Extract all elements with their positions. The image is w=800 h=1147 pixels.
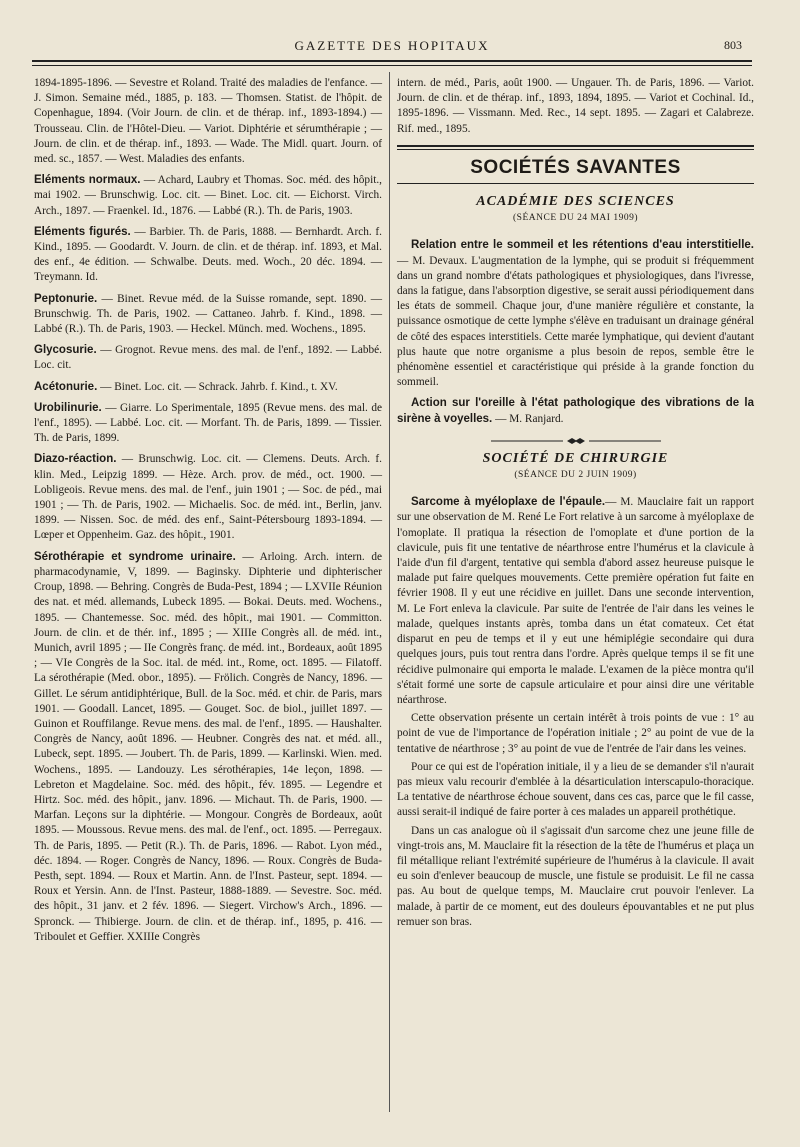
bibliography-entry: Diazo-réaction. — Brunschwig. Loc. cit. — Clemens. Deuts. Arch. f. klin. Med., Leipzig 1899. — Hèze. Arch. prov. de méd., oct. 1900. — Lobligeois. Revue mens. des mal. de l'enf., juin 1901 ; — Soc. de péd., mai 1901 ; — Th. de Paris, 1902. — Michaelis. Soc. de méd. int., Berlin, janv. 1899. — Nissen. Soc. de méd. des enf., Saint-Pétersbourg 1893-1894. — Lœper et Oppenheim. Gaz. des hôpit., 1901. bbox=[34, 453, 382, 542]
paragraph: Pour ce qui est de l'opération initiale, il y a lieu de se demander s'il n'aurait pas mieux valu recourir d'emblée à la désarticulation interscapulo-thoracique. La tentative de néarthrose échoue souvent, dans ces cas, parce que le fil casse, aussi serait-il indiqué de faire porter à ces malades un appareil prothétique. bbox=[397, 760, 754, 819]
entry-heading: Urobilinurie. bbox=[34, 401, 102, 414]
header-rule bbox=[32, 60, 752, 62]
entry-heading: Glycosurie. bbox=[34, 344, 97, 357]
bibliography-continuation: intern. de méd., Paris, août 1900. — Ungauer. Th. de Paris, 1896. — Variot. Journ. de clin. et de thérap. inf., 1893, 1894, 1895. — Variot et Cochinal. Id., 1895-1896. — Vissmann. Med. Rec., 14 sept. 1895. — Zagari et Calabreze. Rif. med., 1895. bbox=[397, 77, 754, 135]
entry-heading: Acétonurie. bbox=[34, 380, 98, 393]
section-rule-thin bbox=[397, 183, 754, 184]
section-title: SOCIÉTÉS SAVANTES bbox=[470, 156, 681, 178]
paragraph: Dans un cas analogue où il s'agissait d'un sarcome chez une jeune fille de vingt-trois ans, M. Mauclaire fit la résection de la tête de l'humérus et plaça un fil métallique reliant l'extrémité supérieure de l'humérus à la clavicule. Il avait eu soin d'enlever beaucoup de muscle, une fistule se produisit. Le fil ne cassa pas. Au bout de quelque temps, M. Mauclaire crut pouvoir l'enlever. La malade, à partir de ce moment, eut des douleurs épouvantables et ne put plus remuer son bras. bbox=[397, 824, 754, 928]
right-column bbox=[397, 76, 754, 930]
session-date: (SÉANCE DU 24 MAI 1909) bbox=[513, 213, 638, 224]
communication-title: Sarcome à myéloplaxe de l'épaule. bbox=[411, 496, 606, 509]
communication-title: Action sur l'oreille à l'état pathologique des vibrations de la sirène à voyelles. bbox=[397, 397, 754, 425]
communication-title: Relation entre le sommeil et les rétentions d'eau interstitielle. bbox=[411, 239, 754, 252]
paragraph: Cette observation présente un certain intérêt à trois points de vue : 1° au point de vue de l'importance de l'opération initiale ; 2° au point de vue de la tentative de néarthrose ; 3° au point de vue de l'entrée de l'air dans les veines. bbox=[397, 712, 754, 755]
communication: Action sur l'oreille à l'état pathologique des vibrations de la sirène à voyelles. — M. Ranjard. bbox=[397, 397, 754, 425]
bibliography-entry: Peptonurie. — Binet. Revue méd. de la Suisse romande, sept. 1890. — Brunschwig. Th. de Paris, 1902. — Cattaneo. Jahrb. f. Kind., 1898. — Labbé (R.). Th. de Paris, 1903. — Heckel. Münch. med. Wochens., 1895. bbox=[34, 292, 382, 336]
bibliography-entry: Eléments figurés. — Barbier. Th. de Paris, 1888. — Bernhardt. Arch. f. Kind., 1895. — Goodardt. V. Journ. de clin. et de thérap. inf. 1893, et Mal. des enf., 4e édition. — Schwalbe. Deuts. med. Woch., 20 déc. 1894. — Treymann. Id. bbox=[34, 225, 382, 284]
header-rule-thin bbox=[32, 65, 752, 66]
running-title: GAZETTE DES HOPITAUX bbox=[294, 38, 490, 53]
bibliography-entry: Acétonurie. — Binet. Loc. cit. — Schrack. Jahrb. f. Kind., t. XV. bbox=[34, 380, 338, 393]
entry-heading: Eléments normaux. bbox=[34, 174, 141, 187]
section-rule bbox=[397, 145, 754, 150]
column-divider bbox=[389, 72, 390, 1112]
entry-heading: Diazo-réaction. bbox=[34, 453, 117, 466]
entry-heading: Eléments figurés. bbox=[34, 225, 131, 238]
bibliography-entry: Urobilinurie. — Giarre. Lo Sperimentale, 1895 (Revue mens. des mal. de l'enf., 1895). — Labbé. Loc. cit. — Morfant. Th. de Paris, 1899. — Tissier. Th. de Paris, 1899. bbox=[34, 401, 382, 445]
page-number: 803 bbox=[724, 38, 742, 52]
society-title: ACADÉMIE DES SCIENCES bbox=[476, 194, 675, 210]
bibliography-entry: Eléments normaux. — Achard, Laubry et Thomas. Soc. méd. des hôpit., mai 1902. — Brunschwig. Loc. cit. — Binet. Loc. cit. — Eichorst. Virch. Arch., 1897. — Fraenkel. Id., 1876. — Labbé (R.). Th. de Paris, 1903. bbox=[34, 174, 382, 217]
left-column bbox=[34, 76, 382, 945]
session-date: (SÉANCE DU 2 JUIN 1909) bbox=[514, 470, 637, 481]
bibliography-entry: 1894-1895-1896. — Sevestre et Roland. Traité des maladies de l'enfance. — J. Simon. Semaine méd., 1885, p. 183. — Thomsen. Statist. de l'hôpit. de Copenhague, 1894. (Voir Journ. de clin. et de thérap. inf., 1893-1894.) — Trousseau. Clin. de l'Hôtel-Dieu. — Variot. Diphtérie et sérumthérapie ; — Journ. de clin. et de thérap. inf., 1893. — Wade. The Midl. quart. Journ. of med. sc., 1857. — West. Maladies des enfants. bbox=[34, 77, 382, 166]
entry-heading: Sérothérapie et syndrome urinaire. bbox=[34, 550, 236, 563]
bibliography-entry: Glycosurie. — Grognot. Revue mens. des mal. de l'enf., 1892. — Labbé. Loc. cit. bbox=[34, 344, 382, 372]
communication: Relation entre le sommeil et les rétentions d'eau interstitielle. — M. Devaux. L'augmentation de la lymphe, qui se produit si fréquemment dans un grand nombre d'états pathologiques et physiologiques, dans l'ivresse, dans la fatigue, dans l'absorption digestive, se serait aussi périodiquement dans les états de sommeil. Chaque jour, d'une manière régulière et constante, la puissance osmotique de cette lymphe s'élève en traduisant un drainage général de côté des espaces interstitiels. Cette marée lymphatique, qui devient d'autant plus haute que notre organisme a plus besoin de repos, semble être le phénomène essentiel et caractéristique qui préside à la grande fonction du sommeil. bbox=[397, 239, 754, 389]
ornament-divider bbox=[491, 437, 661, 445]
bibliography-entry: Sérothérapie et syndrome urinaire. — Arloing. Arch. intern. de pharmacodynamie, V, 1899. — Baginsky. Diphterie und diphterischer Croup, 1898. — Behring. Congrès de Buda-Pest, 1894 ; — LXVIIe Réunion des nat. et méd. allemands, Lubeck 1895. — Bokai. Deuts. med. Wochens., 1895. — Chantemesse. Soc. méd. des hôpit., mai 1901. — Committon. Journ. de clin. et de thér. inf., 1895 ; — XIIIe Congrès all. de méd. int., Munich, avril 1895 ; — IIe Congrès franç. de méd. int., Bordeaux, août 1895 ; — VIe Congrès de la Soc. ital. de méd. int., Rome, oct. 1895. — Filatoff. La sérothérapie (Med. obor., 1895). — Frölich. Congrès de Nancy, 1896. — Gillet. Le sérum antidiphtérique, Bull. de la Soc. méd. et chir. de Paris, mars 1901. — Goodall. Lancet, 1895. — Gouget. Soc. de biol., juillet 1897. — Guinon et Rouffilange. Revue mens. des mal. de l'enf., 1895. — Haushalter. Congrès de Nancy, août 1896. — Heubner. Congrès des nat. et méd. all., Lubeck, sept. 1895. — Joubert. Th. de Paris, 1899. — Karlinski. Wien. med. Wochens., 1895. — Landouzy. Les sérothérapies, 14e leçon, 1898. — Lebreton et Magdelaine. Soc. méd. des hôpit., fév. 1895. — Legendre et Hirtz. Soc. méd. des hôpit., janv. 1896. — Michaut. Th. de Paris, 1900. — Marfan. Leçons sur la diphtérie. — Mongour. Congrès de Bordeaux, août 1895. — Moussous. Revue mens. des mal. de l'enf., oct. 1895. — Perregaux. Th. de Paris, 1895. — Petit (R.). Th. de Paris, 1896. — Rabot. Lyon méd., déc. 1894. — Roger. Congrès de Nancy, 1896. — Roux. Congrès de Buda-Pesth, sept. 1894. — Roux et Martin. Ann. de l'Inst. Pasteur, sept. 1894. — Roux et Yersin. Ann. de l'Inst. Pasteur, 1888-1889. — Sevestre. Soc. méd. des hôpit., 31 janv. et 2 fév. 1896. — Siegert. Virchow's Arch., 1896. — Spronck. — Thibierge. Journ. de clin. et de thérap. inf., 1895, p. 416. — Triboulet et Geffier. XXIIIe Congrès bbox=[34, 550, 382, 943]
society-title: SOCIÉTÉ DE CHIRURGIE bbox=[482, 450, 669, 466]
page-header bbox=[32, 38, 752, 68]
communication: Sarcome à myéloplaxe de l'épaule.— M. Mauclaire fait un rapport sur une observation de M. René Le Fort relative à un sarcome à myéloplaxe de l'omoplate. Il pratiqua la résection de l'omoplate et d'une portion de la clavicule, puis fit une tentative de néarthrose entre l'humérus et la clavicule à l'aide d'un fil d'argent, tentative qui sembla d'abord assez heureuse puisque le malade put faire quelques mouvements. Cette première opération fut faite en février 1908. Il y eut une récidive en juillet. Dans une seconde intervention, M. Le Fort enleva la clavicule. Par suite de l'entrée de l'air dans les veines le malade, quelques instants après, tomba dans un état comateux. Cet état disparut en peu de temps et il y eut une hémiplégie secondaire qui dura quelques jours, puis tout rentra dans l'ordre. Après quelque temps il se fit une récidive pulmonaire qui emporta le malade. L'examen de la pièce montra qu'il s'était formé une sorte de capsule articulaire et pour ainsi dire une véritable néarthrose. bbox=[397, 496, 754, 706]
entry-heading: Peptonurie. bbox=[34, 292, 98, 305]
